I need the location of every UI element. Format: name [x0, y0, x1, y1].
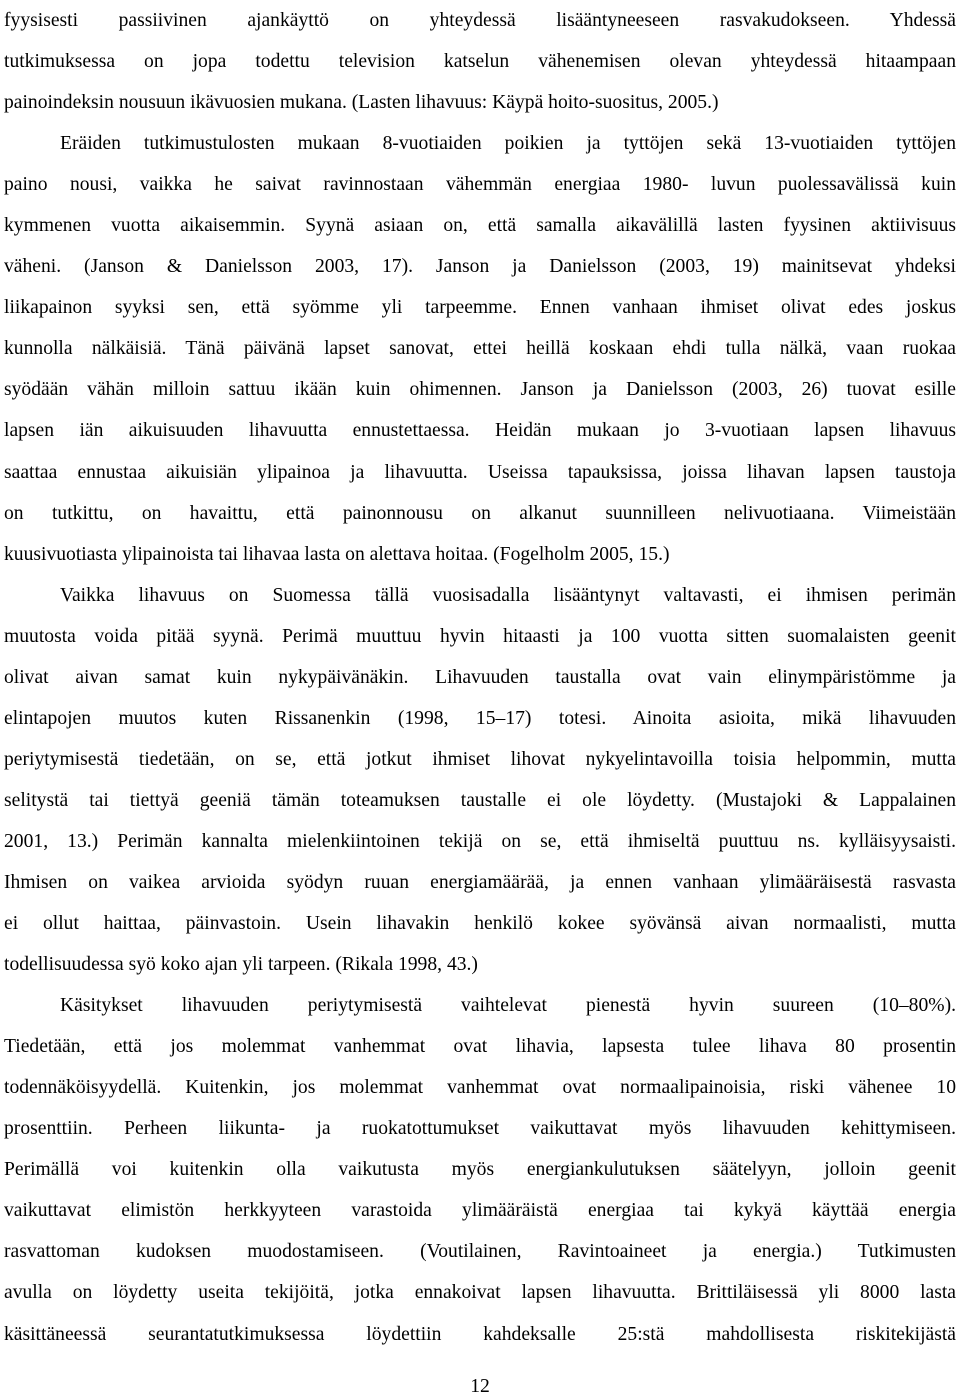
paragraph-3 [4, 575, 956, 985]
page-number: 12 [470, 1376, 490, 1397]
text-line: tutkimuksessa on jopa todettu television katselun vähenemisen olevan yhteydessä hitaampaan [4, 51, 956, 73]
text-line: avulla on löydetty useita tekijöitä, jotka ennakoivat lapsen lihavuutta. Brittiläisessä yli 8000 lasta [4, 1282, 956, 1304]
text-line: käsittäneessä seurantatutkimuksessa löydettiin kahdeksalle 25:stä mahdollisesta riskitekijästä [4, 1323, 956, 1345]
text-line: 2001, 13.) Perimän kannalta mielenkiintoinen tekijä on se, että ihmiseltä puuttuu ns. kylläisyysaisti. [4, 830, 956, 852]
text-line: fyysisesti passiivinen ajankäyttö on yhteydessä lisääntyneeseen rasvakudokseen. Yhdessä [4, 10, 956, 31]
body-text [4, 0, 956, 1355]
text-line: kymmenen vuotta aikaisemmin. Syynä asiaan on, että samalla aikavälillä lasten fyysinen aktiivisuus [4, 215, 956, 237]
text-line: Perimällä voi kuitenkin olla vaikutusta myös energiankulutuksen säätelyyn, jolloin geenit [4, 1159, 956, 1181]
text-line: olivat aivan samat kuin nykypäivänäkin. Lihavuuden taustalla ovat vain elinympäristömme ja [4, 666, 956, 688]
text-line: Tiedetään, että jos molemmat vanhemmat ovat lihavia, lapsesta tulee lihava 80 prosentin [4, 1036, 956, 1058]
text-line: väheni. (Janson & Danielsson 2003, 17). Janson ja Danielsson (2003, 19) mainitsevat yhdeksi [4, 256, 956, 278]
text-line: vaikuttavat elimistön herkkyyteen varastoida ylimääräistä energiaa tai kykyä käyttää energia [4, 1200, 956, 1222]
paragraph-2 [4, 123, 956, 575]
text-line: periytymisestä tiedetään, on se, että jotkut ihmiset lihovat nykyelintavoilla toisia helpommin, mutta [4, 748, 956, 770]
text-line: todellisuudessa syö koko ajan yli tarpeen. (Rikala 1998, 43.) [4, 954, 478, 976]
text-line: Eräiden tutkimustulosten mukaan 8-vuotiaiden poikien ja tyttöjen sekä 13-vuotiaiden tyttöjen [60, 133, 956, 155]
text-line: painoindeksin nousuun ikävuosien mukana. (Lasten lihavuus: Käypä hoito-suositus, 2005.) [4, 92, 719, 114]
text-line: rasvattoman kudoksen muodostamiseen. (Voutilainen, Ravintoaineet ja energia.) Tutkimusten [4, 1241, 956, 1263]
text-line: kuusivuotiasta ylipainoista tai lihavaa lasta on alettava hoitaa. (Fogelholm 2005, 15.) [4, 543, 670, 565]
text-line: muutosta voida pitää syynä. Perimä muuttuu hyvin hitaasti ja 100 vuotta sitten suomalaisten geenit [4, 625, 956, 647]
text-line: elintapojen muutos kuten Rissanenkin (1998, 15–17) totesi. Ainoita asioita, mikä lihavuuden [4, 707, 956, 729]
text-line: prosenttiin. Perheen liikunta- ja ruokatottumukset vaikuttavat myös lihavuuden kehittymiseen. [4, 1118, 956, 1140]
text-line: paino nousi, vaikka he saivat ravinnostaan vähemmän energiaa 1980- luvun puolessavälissä kuin [4, 174, 956, 196]
text-line: liikapainon syyksi sen, että syömme yli tarpeemme. Ennen vanhaan ihmiset olivat edes joskus [4, 297, 956, 319]
text-line: Ihmisen on vaikea arvioida syödyn ruuan energiamäärää, ja ennen vanhaan ylimääräisestä rasvasta [4, 871, 956, 893]
paragraph-1 [4, 0, 956, 123]
text-line: Käsitykset lihavuuden periytymisestä vaihtelevat pienestä hyvin suureen (10–80%). [60, 995, 956, 1017]
text-line: ei ollut haittaa, päinvastoin. Usein lihavakin henkilö kokee syövänsä aivan normaalisti, mutta [4, 913, 956, 935]
text-line: on tutkittu, on havaittu, että painonnousu on alkanut suunnilleen nelivuotiaana. Viimeistään [4, 502, 956, 524]
text-line: Vaikka lihavuus on Suomessa tällä vuosisadalla lisääntynyt valtavasti, ei ihmisen perimän [60, 584, 956, 606]
text-line: saattaa ennustaa aikuisiän ylipainoa ja lihavuutta. Useissa tapauksissa, joissa lihavan lapsen taustoja [4, 461, 956, 483]
text-line: kunnolla nälkäisiä. Tänä päivänä lapset sanovat, ettei heillä koskaan ehdi tulla nälkä, vaan ruokaa [4, 338, 956, 360]
text-line: todennäköisyydellä. Kuitenkin, jos molemmat vanhemmat ovat normaalipainoisia, riski vähenee 10 [4, 1077, 956, 1099]
paragraph-4 [4, 985, 956, 1354]
text-line: syödään vähän milloin sattuu ikään kuin ohimennen. Janson ja Danielsson (2003, 26) tuovat esille [4, 379, 956, 401]
text-line: lapsen iän aikuisuuden lihavuutta ennustettaessa. Heidän mukaan jo 3-vuotiaan lapsen lihavuus [4, 420, 956, 442]
text-line: selitystä tai tiettyä geeniä tämän toteamuksen taustalle ei ole löydetty. (Mustajoki & Lappalainen [4, 789, 956, 811]
